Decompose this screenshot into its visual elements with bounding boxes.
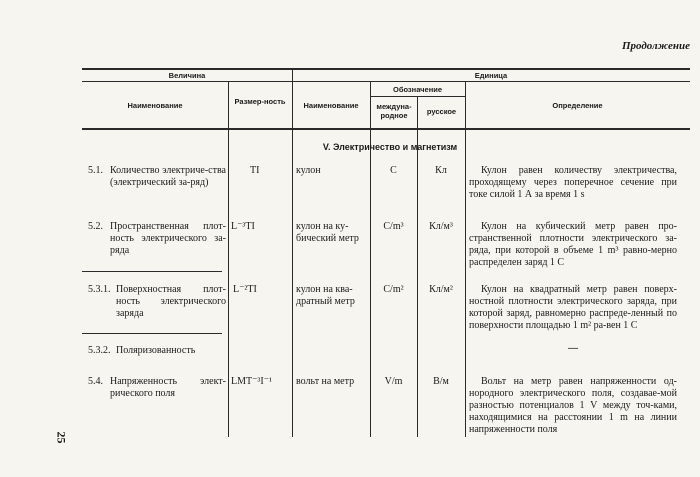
intl-symbol: V/m (384, 376, 403, 387)
quantity-name: Напряженность элект-рического поля (110, 376, 226, 399)
russian-symbol: Кл/м² (429, 284, 453, 295)
intl-symbol: C/m³ (383, 221, 404, 232)
definition-dash: — (568, 343, 578, 354)
russian-symbol: Кл/м³ (429, 221, 453, 232)
row-number: 5.2. (88, 221, 103, 232)
header-dimension: Размер-ность (234, 97, 286, 106)
section-title: V. Электричество и магнетизм (322, 142, 458, 152)
row-sep-2 (82, 333, 222, 334)
continuation-label: Продолжение (621, 40, 690, 52)
row-number: 5.1. (88, 165, 103, 176)
unit-name: кулон (296, 165, 321, 176)
header-quantity: Величина (168, 71, 206, 80)
header-top-rule (82, 68, 690, 70)
quantity-name: Поверхностная плот-ность электрического заряда (116, 284, 226, 319)
row-number: 5.3.1. (88, 284, 111, 295)
definition-text: Вольт на метр равен напряженности од-нородного электрического поля, создавае-мой разностью потенциалов 1 V между точ-ками, находящимися на расстоянии 1 m на линии напряженности поля (469, 376, 677, 435)
russian-symbol: Кл (435, 165, 447, 176)
unit-name: кулон на ква-дратный метр (296, 284, 355, 307)
dimension: L⁻³TI (231, 221, 255, 232)
row-number: 5.4. (88, 376, 103, 387)
header-name: Наименование (127, 101, 183, 110)
quantity-name: Количество электриче-ства (электрический за-ряд) (110, 165, 226, 188)
header-bottom-rule (82, 128, 690, 130)
header-designation: Обозначение (392, 85, 443, 94)
col-divider-1 (228, 82, 229, 437)
page-number: 25 (54, 431, 69, 444)
dimension: L⁻²TI (233, 284, 257, 295)
intl-symbol: C/m² (383, 284, 404, 295)
header-russian: русское (426, 107, 457, 116)
col-divider-5 (465, 82, 466, 437)
unit-name: вольт на метр (296, 376, 355, 387)
row-number: 5.3.2. (88, 345, 111, 356)
dimension: TI (250, 165, 260, 176)
row-sep-1 (82, 271, 222, 272)
header-international: междуна-родное (376, 102, 412, 120)
header-definition: Определение (552, 101, 603, 110)
unit-name: кулон на ку-бический метр (296, 221, 359, 244)
definition-text: Кулон на квадратный метр равен поверх-ностной плотности электрического заряда, при которой заряд, равномерно распреде-ленный по поверхности площадью 1 m² ра-вен 1 С (469, 284, 677, 331)
quantity-name: Поляризованность (116, 345, 196, 356)
definition-text: Кулон на кубический метр равен про-странственной плотности электрического за-ряда, при которой в объеме 1 m³ равно-мерно распределен заряд 1 С (469, 221, 677, 268)
header-unit-name: Наименование (303, 101, 359, 110)
intl-symbol: C (390, 165, 397, 176)
col-divider-2 (292, 68, 293, 437)
header-sub-rule (82, 81, 690, 82)
definition-text: Кулон равен количеству электричества, проходящему через поперечное сечение при токе силой 1 А за время 1 s (469, 165, 677, 200)
dimension: LMT⁻³I⁻¹ (231, 376, 272, 387)
header-unit: Единица (474, 71, 508, 80)
quantity-name: Пространственная плот-ность электрического за-ряда (110, 221, 226, 256)
russian-symbol: В/м (433, 376, 449, 387)
